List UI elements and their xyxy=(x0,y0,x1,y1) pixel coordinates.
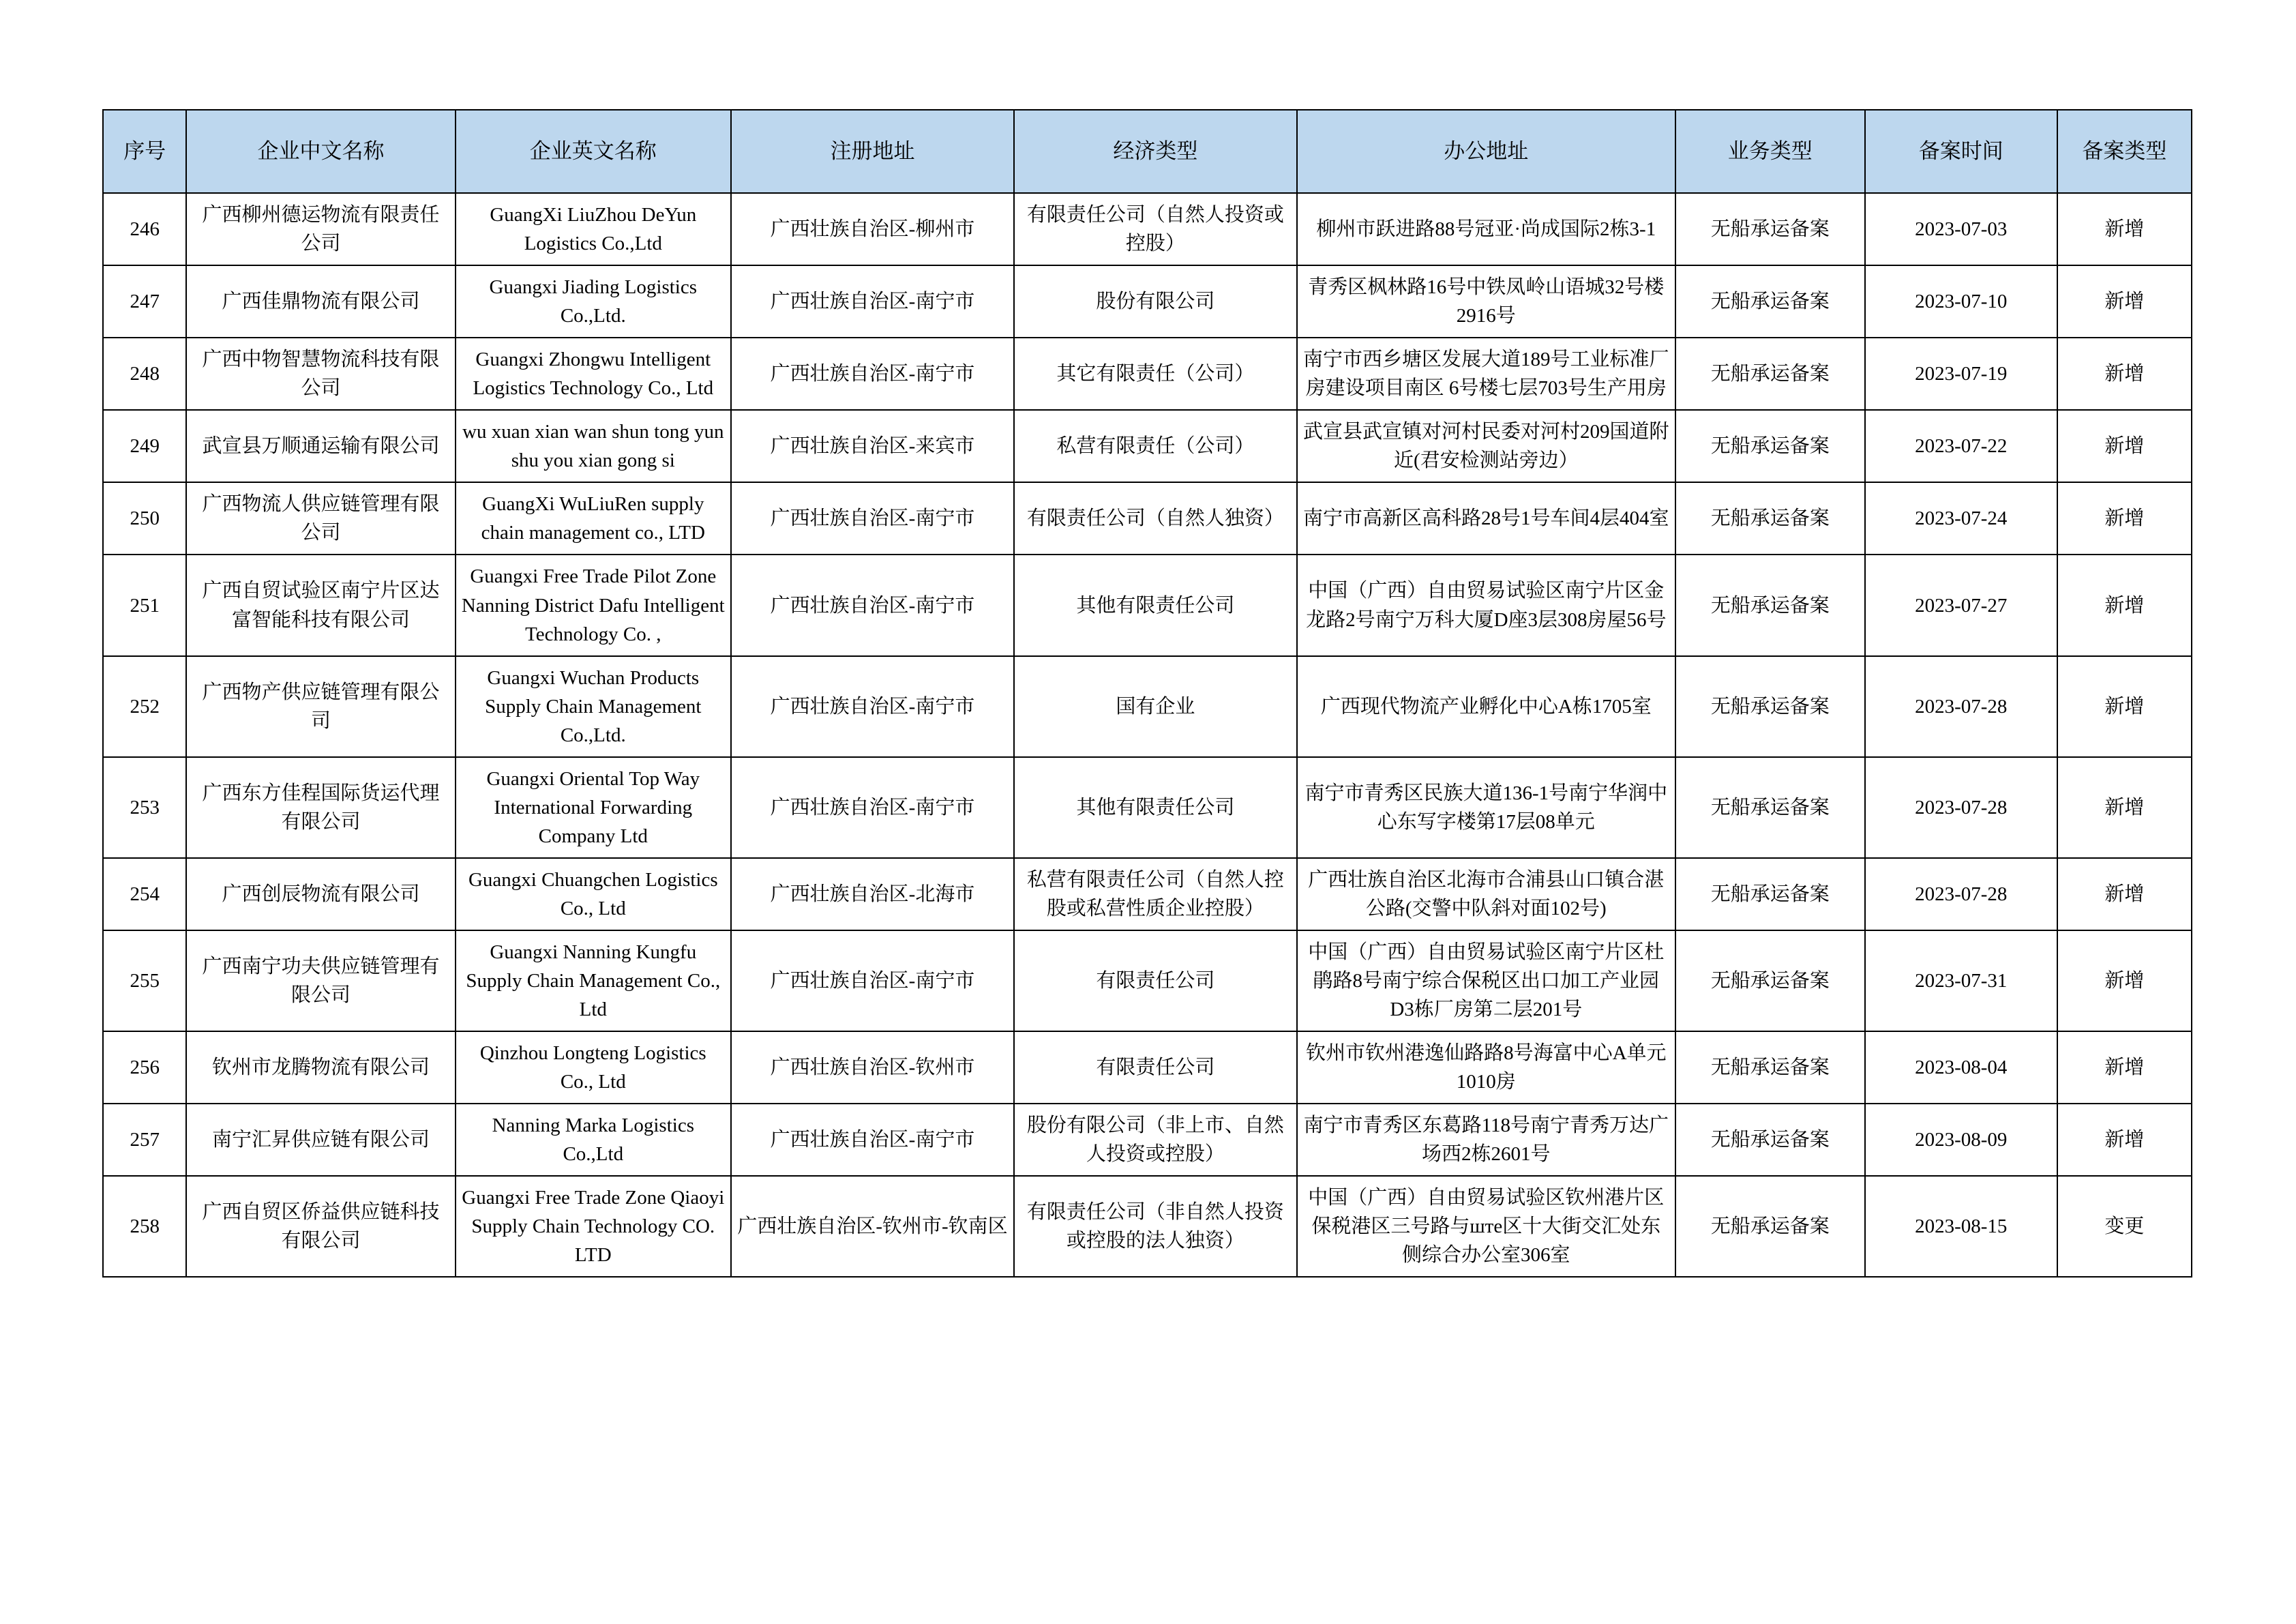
cell-name-cn: 广西物流人供应链管理有限公司 xyxy=(186,482,455,555)
cell-record-type: 新增 xyxy=(2057,482,2192,555)
cell-name-en: Guangxi Nanning Kungfu Supply Chain Management Co., Ltd xyxy=(456,930,732,1031)
table-header-row xyxy=(103,110,2192,193)
cell-business-type: 无船承运备案 xyxy=(1675,1104,1865,1176)
cell-name-en: Guangxi Oriental Top Way International Forwarding Company Ltd xyxy=(456,757,732,858)
cell-registered-address: 广西壮族自治区-南宁市 xyxy=(731,656,1014,757)
table-row xyxy=(103,656,2192,757)
cell-record-type: 新增 xyxy=(2057,656,2192,757)
column-header-record-type: 备案类型 xyxy=(2057,110,2192,193)
cell-registered-address: 广西壮族自治区-南宁市 xyxy=(731,265,1014,338)
cell-business-type: 无船承运备案 xyxy=(1675,1176,1865,1277)
cell-index: 258 xyxy=(103,1176,186,1277)
cell-name-en: Qinzhou Longteng Logistics Co., Ltd xyxy=(456,1031,732,1104)
cell-name-cn: 广西东方佳程国际货运代理有限公司 xyxy=(186,757,455,858)
cell-registered-address: 广西壮族自治区-北海市 xyxy=(731,858,1014,930)
cell-office-address: 钦州市钦州港逸仙路路8号海富中心A单元1010房 xyxy=(1297,1031,1675,1104)
cell-registered-address: 广西壮族自治区-南宁市 xyxy=(731,555,1014,655)
cell-index: 250 xyxy=(103,482,186,555)
column-header-name-en: 企业英文名称 xyxy=(456,110,732,193)
cell-index: 249 xyxy=(103,410,186,482)
cell-record-type: 新增 xyxy=(2057,930,2192,1031)
table-header xyxy=(103,110,2192,193)
cell-office-address: 中国（广西）自由贸易试验区南宁片区金龙路2号南宁万科大厦D座3层308房屋56号 xyxy=(1297,555,1675,655)
cell-index: 257 xyxy=(103,1104,186,1176)
cell-business-type: 无船承运备案 xyxy=(1675,930,1865,1031)
cell-record-date: 2023-07-28 xyxy=(1865,757,2057,858)
cell-name-cn: 广西物产供应链管理有限公司 xyxy=(186,656,455,757)
column-header-economic-type: 经济类型 xyxy=(1014,110,1297,193)
cell-record-date: 2023-08-09 xyxy=(1865,1104,2057,1176)
cell-registered-address: 广西壮族自治区-南宁市 xyxy=(731,1104,1014,1176)
cell-index: 246 xyxy=(103,193,186,265)
cell-office-address: 南宁市青秀区东葛路118号南宁青秀万达广场西2栋2601号 xyxy=(1297,1104,1675,1176)
cell-name-cn: 广西自贸试验区南宁片区达富智能科技有限公司 xyxy=(186,555,455,655)
cell-business-type: 无船承运备案 xyxy=(1675,757,1865,858)
column-header-office-address: 办公地址 xyxy=(1297,110,1675,193)
table-row xyxy=(103,1176,2192,1277)
table-row xyxy=(103,555,2192,655)
cell-business-type: 无船承运备案 xyxy=(1675,858,1865,930)
cell-office-address: 柳州市跃进路88号冠亚·尚成国际2栋3-1 xyxy=(1297,193,1675,265)
cell-name-en: Guangxi Chuangchen Logistics Co., Ltd xyxy=(456,858,732,930)
cell-index: 253 xyxy=(103,757,186,858)
cell-record-date: 2023-08-04 xyxy=(1865,1031,2057,1104)
cell-name-cn: 武宣县万顺通运输有限公司 xyxy=(186,410,455,482)
cell-record-type: 变更 xyxy=(2057,1176,2192,1277)
cell-economic-type: 有限责任公司（自然人独资） xyxy=(1014,482,1297,555)
cell-name-en: Guangxi Wuchan Products Supply Chain Management Co.,Ltd. xyxy=(456,656,732,757)
cell-economic-type: 其他有限责任公司 xyxy=(1014,555,1297,655)
cell-record-type: 新增 xyxy=(2057,858,2192,930)
cell-index: 248 xyxy=(103,338,186,410)
cell-name-cn: 广西佳鼎物流有限公司 xyxy=(186,265,455,338)
cell-economic-type: 私营有限责任公司（自然人控股或私营性质企业控股） xyxy=(1014,858,1297,930)
table-row xyxy=(103,410,2192,482)
cell-office-address: 青秀区枫林路16号中铁凤岭山语城32号楼2916号 xyxy=(1297,265,1675,338)
cell-record-date: 2023-07-10 xyxy=(1865,265,2057,338)
column-header-index: 序号 xyxy=(103,110,186,193)
cell-index: 254 xyxy=(103,858,186,930)
cell-name-en: Guangxi Zhongwu Intelligent Logistics Technology Co., Ltd xyxy=(456,338,732,410)
cell-index: 251 xyxy=(103,555,186,655)
cell-office-address: 武宣县武宣镇对河村民委对河村209国道附近(君安检测站旁边） xyxy=(1297,410,1675,482)
cell-business-type: 无船承运备案 xyxy=(1675,555,1865,655)
cell-record-type: 新增 xyxy=(2057,410,2192,482)
cell-name-en: Guangxi Free Trade Zone Qiaoyi Supply Chain Technology CO. LTD xyxy=(456,1176,732,1277)
cell-office-address: 南宁市青秀区民族大道136-1号南宁华润中心东写字楼第17层08单元 xyxy=(1297,757,1675,858)
table-row xyxy=(103,482,2192,555)
cell-economic-type: 股份有限公司 xyxy=(1014,265,1297,338)
enterprise-record-table xyxy=(102,109,2192,1278)
cell-name-en: GuangXi LiuZhou DeYun Logistics Co.,Ltd xyxy=(456,193,732,265)
cell-name-cn: 广西南宁功夫供应链管理有限公司 xyxy=(186,930,455,1031)
cell-economic-type: 其它有限责任（公司） xyxy=(1014,338,1297,410)
column-header-name-cn: 企业中文名称 xyxy=(186,110,455,193)
cell-record-date: 2023-08-15 xyxy=(1865,1176,2057,1277)
table-row xyxy=(103,265,2192,338)
cell-economic-type: 有限责任公司（自然人投资或控股） xyxy=(1014,193,1297,265)
cell-office-address: 中国（广西）自由贸易试验区钦州港片区保税港区三号路与ште区十大街交汇处东侧综合办公室306室 xyxy=(1297,1176,1675,1277)
cell-name-cn: 广西自贸区侨益供应链科技有限公司 xyxy=(186,1176,455,1277)
cell-economic-type: 其他有限责任公司 xyxy=(1014,757,1297,858)
cell-economic-type: 有限责任公司 xyxy=(1014,930,1297,1031)
cell-business-type: 无船承运备案 xyxy=(1675,338,1865,410)
cell-record-type: 新增 xyxy=(2057,757,2192,858)
cell-name-en: Guangxi Free Trade Pilot Zone Nanning District Dafu Intelligent Technology Co. , xyxy=(456,555,732,655)
cell-record-date: 2023-07-19 xyxy=(1865,338,2057,410)
cell-registered-address: 广西壮族自治区-南宁市 xyxy=(731,757,1014,858)
cell-office-address: 中国（广西）自由贸易试验区南宁片区杜鹃路8号南宁综合保税区出口加工产业园D3栋厂房第二层201号 xyxy=(1297,930,1675,1031)
cell-record-date: 2023-07-03 xyxy=(1865,193,2057,265)
cell-business-type: 无船承运备案 xyxy=(1675,1031,1865,1104)
column-header-record-date: 备案时间 xyxy=(1865,110,2057,193)
cell-registered-address: 广西壮族自治区-南宁市 xyxy=(731,338,1014,410)
cell-record-type: 新增 xyxy=(2057,1104,2192,1176)
cell-record-date: 2023-07-31 xyxy=(1865,930,2057,1031)
column-header-business-type: 业务类型 xyxy=(1675,110,1865,193)
table-body xyxy=(103,193,2192,1277)
cell-business-type: 无船承运备案 xyxy=(1675,656,1865,757)
cell-office-address: 广西现代物流产业孵化中心A栋1705室 xyxy=(1297,656,1675,757)
cell-registered-address: 广西壮族自治区-钦州市 xyxy=(731,1031,1014,1104)
column-header-registered-address: 注册地址 xyxy=(731,110,1014,193)
cell-record-type: 新增 xyxy=(2057,1031,2192,1104)
cell-record-type: 新增 xyxy=(2057,193,2192,265)
cell-record-date: 2023-07-24 xyxy=(1865,482,2057,555)
table-row xyxy=(103,193,2192,265)
cell-office-address: 南宁市高新区高科路28号1号车间4层404室 xyxy=(1297,482,1675,555)
cell-name-en: Nanning Marka Logistics Co.,Ltd xyxy=(456,1104,732,1176)
cell-economic-type: 国有企业 xyxy=(1014,656,1297,757)
cell-record-type: 新增 xyxy=(2057,265,2192,338)
table-row xyxy=(103,858,2192,930)
cell-business-type: 无船承运备案 xyxy=(1675,265,1865,338)
cell-registered-address: 广西壮族自治区-钦州市-钦南区 xyxy=(731,1176,1014,1277)
cell-record-date: 2023-07-22 xyxy=(1865,410,2057,482)
cell-registered-address: 广西壮族自治区-南宁市 xyxy=(731,930,1014,1031)
cell-business-type: 无船承运备案 xyxy=(1675,482,1865,555)
table-row xyxy=(103,930,2192,1031)
cell-office-address: 南宁市西乡塘区发展大道189号工业标准厂房建设项目南区 6号楼七层703号生产用房 xyxy=(1297,338,1675,410)
cell-business-type: 无船承运备案 xyxy=(1675,410,1865,482)
cell-business-type: 无船承运备案 xyxy=(1675,193,1865,265)
cell-name-en: Guangxi Jiading Logistics Co.,Ltd. xyxy=(456,265,732,338)
cell-record-type: 新增 xyxy=(2057,338,2192,410)
cell-name-en: GuangXi WuLiuRen supply chain management co., LTD xyxy=(456,482,732,555)
cell-record-type: 新增 xyxy=(2057,555,2192,655)
cell-record-date: 2023-07-27 xyxy=(1865,555,2057,655)
cell-economic-type: 私营有限责任（公司） xyxy=(1014,410,1297,482)
table-row xyxy=(103,1104,2192,1176)
table-row xyxy=(103,1031,2192,1104)
cell-index: 256 xyxy=(103,1031,186,1104)
cell-name-cn: 钦州市龙腾物流有限公司 xyxy=(186,1031,455,1104)
cell-office-address: 广西壮族自治区北海市合浦县山口镇合湛公路(交警中队斜对面102号) xyxy=(1297,858,1675,930)
cell-name-cn: 南宁汇昇供应链有限公司 xyxy=(186,1104,455,1176)
table-row xyxy=(103,338,2192,410)
cell-registered-address: 广西壮族自治区-南宁市 xyxy=(731,482,1014,555)
cell-record-date: 2023-07-28 xyxy=(1865,656,2057,757)
cell-name-cn: 广西创辰物流有限公司 xyxy=(186,858,455,930)
cell-index: 255 xyxy=(103,930,186,1031)
cell-name-cn: 广西中物智慧物流科技有限公司 xyxy=(186,338,455,410)
cell-name-en: wu xuan xian wan shun tong yun shu you xian gong si xyxy=(456,410,732,482)
cell-name-cn: 广西柳州德运物流有限责任公司 xyxy=(186,193,455,265)
cell-index: 247 xyxy=(103,265,186,338)
table-row xyxy=(103,757,2192,858)
cell-registered-address: 广西壮族自治区-柳州市 xyxy=(731,193,1014,265)
cell-economic-type: 有限责任公司 xyxy=(1014,1031,1297,1104)
cell-record-date: 2023-07-28 xyxy=(1865,858,2057,930)
cell-index: 252 xyxy=(103,656,186,757)
cell-economic-type: 有限责任公司（非自然人投资或控股的法人独资） xyxy=(1014,1176,1297,1277)
cell-registered-address: 广西壮族自治区-来宾市 xyxy=(731,410,1014,482)
cell-economic-type: 股份有限公司（非上市、自然人投资或控股） xyxy=(1014,1104,1297,1176)
